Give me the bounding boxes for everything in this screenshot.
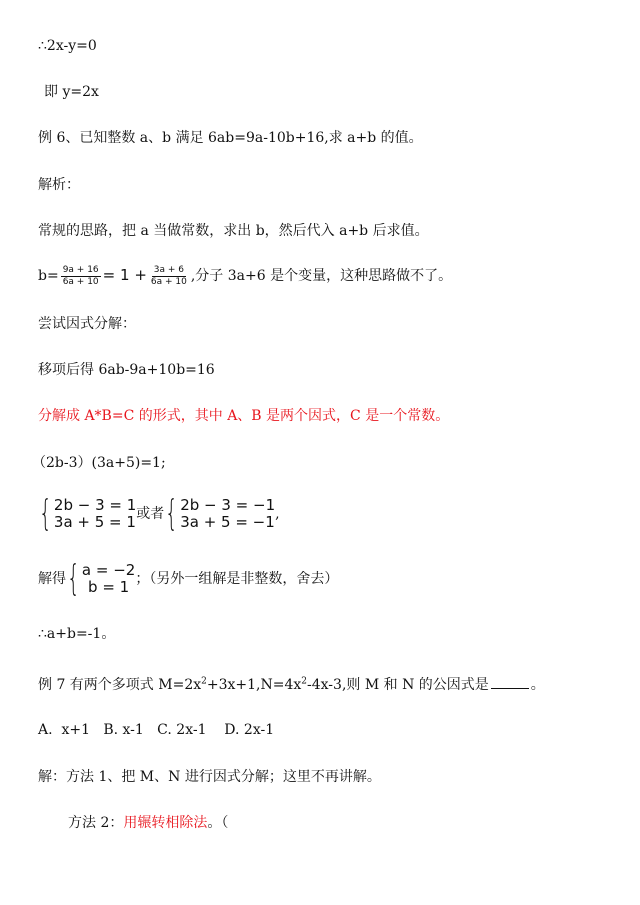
system-2 <box>164 493 276 534</box>
solution-suffix: ；（另外一组解是非整数，舍去） <box>135 571 339 587</box>
answer-blank <box>491 674 529 689</box>
example-7-problem <box>38 674 545 695</box>
brace-icon: { <box>165 493 179 534</box>
equals-one-plus: = 1 + <box>102 266 147 284</box>
fraction-2-denominator: 6a + 10 <box>150 276 187 287</box>
factor-form-explanation: 分解成 A*B=C 的形式，其中 A、B 是两个因式，C 是一个常数。 <box>38 408 450 424</box>
system-2-row-1: 2b − 3 = −1 <box>180 496 276 514</box>
solution-system <box>66 558 136 599</box>
fraction-1-numerator: 9a + 16 <box>62 264 99 275</box>
line-conclusion-2x-y: ∴2x-y=0 <box>38 38 97 54</box>
system-1-row-2: 3a + 5 = 1 <box>53 513 136 531</box>
try-factorization-heading: 尝试因式分解： <box>38 316 136 332</box>
conclusion-a-plus-b: ∴a+b=-1。 <box>38 626 116 642</box>
exponent-1: 2 <box>201 676 207 687</box>
or-text: 或者 <box>136 506 165 522</box>
euclidean-method-text: 用辗转相除法 <box>123 815 208 831</box>
solution-line <box>38 559 338 599</box>
variable-numerator-note: ,分子 3a+6 是个变量，这种思路做不了。 <box>190 268 453 284</box>
brace-icon: { <box>39 493 52 534</box>
example-7-part-2: +3x+1,N=4x <box>206 677 302 693</box>
method-2-tail: 。（ <box>207 815 229 831</box>
system-1-row-1: 2b − 3 = 1 <box>53 496 137 514</box>
factored-equation: （2b-3）(3a+5)=1; <box>32 455 166 471</box>
solution-row-b: b = 1 <box>88 578 130 596</box>
rearranged-equation: 移项后得 6ab-9a+10b=16 <box>38 362 215 378</box>
b-fraction-expression <box>38 262 452 289</box>
exponent-2: 2 <box>301 676 308 687</box>
example-7-part-1: 例 7 有两个多项式 M=2x <box>38 677 202 693</box>
line-y-equals-2x: 即 y=2x <box>44 84 99 100</box>
equation-systems-line <box>38 494 280 534</box>
example-6-problem: 例 6、已知整数 a、b 满足 6ab=9a-10b+16,求 a+b 的值。 <box>38 130 423 146</box>
system-2-row-2: 3a + 5 = −1 <box>180 513 275 531</box>
method-2-label: 方法 2： <box>68 815 124 831</box>
system-tail-comma: , <box>275 506 280 522</box>
example-7-part-4: 。 <box>530 677 545 693</box>
example-7-part-3: -4x-3,则 M 和 N 的公因式是 <box>307 677 489 693</box>
regular-approach-text: 常规的思路，把 a 当做常数，求出 b，然后代入 a+b 后求值。 <box>38 223 429 239</box>
solution-prefix: 解得 <box>38 571 66 587</box>
b-equals: b= <box>38 268 59 284</box>
system-1 <box>38 493 137 534</box>
fraction-1 <box>61 265 101 288</box>
fraction-2 <box>149 265 189 288</box>
brace-icon: { <box>67 558 80 599</box>
solution-method-2 <box>68 813 228 833</box>
solution-method-1: 解：方法 1、把 M、N 进行因式分解；这里不再讲解。 <box>38 769 381 785</box>
solution-row-a: a = −2 <box>81 561 136 579</box>
fraction-2-numerator: 3a + 6 <box>153 264 184 275</box>
analysis-heading: 解析： <box>38 177 80 193</box>
example-7-options: A. x+1 B. x-1 C. 2x-1 D. 2x-1 <box>38 722 275 738</box>
fraction-1-denominator: 6a + 10 <box>62 276 99 287</box>
